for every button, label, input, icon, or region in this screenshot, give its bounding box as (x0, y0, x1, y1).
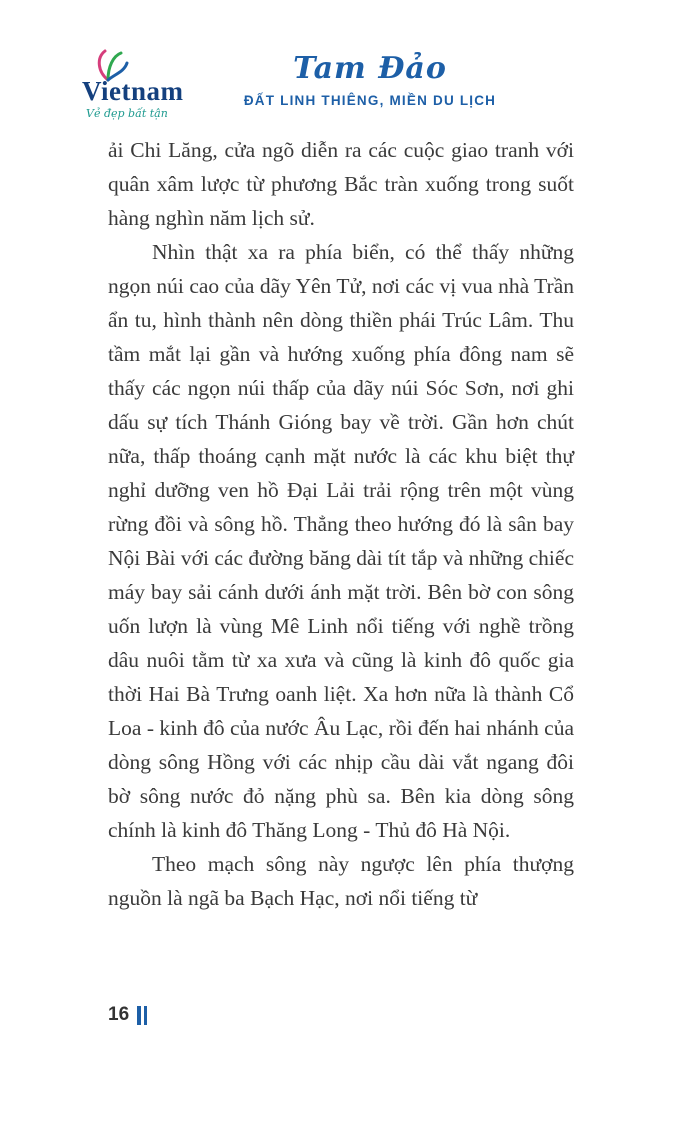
page-number: 16 (108, 1004, 130, 1025)
logo-tagline-text: Vẻ đẹp bất tận (86, 107, 168, 120)
chapter-title: Tam Đảo (293, 51, 447, 86)
chapter-header (170, 52, 570, 108)
paragraph-3: Theo mạch sông này ngược lên phía thượng nguồn là ngã ba Bạch Hạc, nơi nổi tiếng từ (108, 852, 574, 910)
paragraph-1: ải Chi Lăng, cửa ngõ diễn ra các cuộc giao tranh với quân xâm lược từ phương Bắc tràn xuống trong suốt hàng nghìn năm lịch sử. (108, 138, 574, 230)
double-bar-ornament-icon (137, 1006, 147, 1025)
page-body-text (108, 133, 574, 915)
paragraph-2: Nhìn thật xa ra phía biển, có thể thấy những ngọn núi cao của dãy Yên Tử, nơi các vị vua nhà Trần ẩn tu, hình thành nên dòng thiền phái Trúc Lâm. Thu tầm mắt lại gần và hướng xuống phía đông nam sẽ thấy các ngọn núi thấp của dãy núi Sóc Sơn, nơi ghi dấu sự tích Thánh Gióng bay về trời. Gần hơn chút nữa, thấp thoáng cạnh mặt nước là các khu biệt thự nghỉ dưỡng ven hồ Đại Lải trải rộng trên một vùng rừng đồi và sông hồ. Thẳng theo hướng đó là sân bay Nội Bài với các đường băng dài tít tắp và những chiếc máy bay sải cánh dưới ánh mặt trời. Bên bờ con sông uốn lượn là vùng Mê Linh nổi tiếng với nghề trồng dâu nuôi tằm từ xa xưa và cũng là kinh đô quốc gia thời Hai Bà Trưng oanh liệt. Xa hơn nữa là thành Cổ Loa - kinh đô của nước Âu Lạc, rồi đến hai nhánh của dòng sông Hồng với các nhịp cầu dài vắt ngang đôi bờ sông nước đỏ nặng phù sa. Bên kia dòng sông chính là kinh đô Thăng Long - Thủ đô Hà Nội. (108, 240, 574, 842)
chapter-subtitle: ĐẤT LINH THIÊNG, MIỀN DU LỊCH (243, 93, 497, 108)
page-footer (108, 1004, 147, 1026)
logo-brand-text: Vietnam (82, 76, 184, 106)
